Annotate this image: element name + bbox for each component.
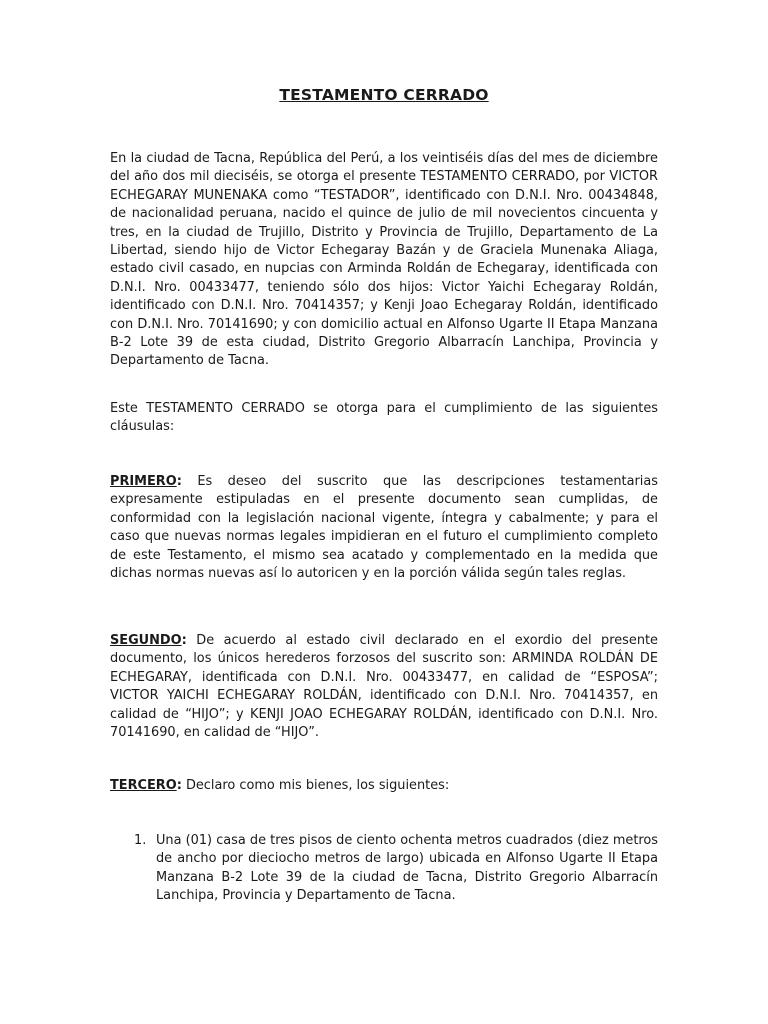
list-item xyxy=(110,832,658,906)
clause-tercero xyxy=(110,777,658,795)
clause-colon: : xyxy=(176,778,182,793)
list-item-number: 1. xyxy=(134,833,147,848)
clause-text: Es deseo del suscrito que las descripciones testamentarias expresamente estipuladas en el presente documento sean cumplidas, de conformidad con la legislación nacional vigente, íntegra y cabalmente; y para el caso que nuevas normas legales impidieran en el futuro el cumplimiento completo de este Testamento, el mismo sea acatado y complementado en la medida que dichas normas nuevas así lo autoricen y en la porción válida según tales reglas. xyxy=(110,474,658,582)
intro-paragraph: En la ciudad de Tacna, República del Perú, a los veintiséis días del mes de diciembre del año dos mil dieciséis, se otorga el presente TESTAMENTO CERRADO, por VICTOR ECHEGARAY MUNENAKA como “TESTADOR”, identificado con D.N.I. Nro. 00434848, de nacionalidad peruana, nacido el quince de julio de mil novecientos cincuenta y tres, en la ciudad de Trujillo, Distrito y Provincia de Trujillo, Departamento de La Libertad, siendo hijo de Victor Echegaray Bazán y de Graciela Munenaka Aliaga, estado civil casado, en nupcias con Arminda Roldán de Echegaray, identificada con D.N.I. Nro. 00433477, teniendo sólo dos hijos: Victor Yaichi Echegaray Roldán, identificado con D.N.I. Nro. 70414357; y Kenji Joao Echegaray Roldán, identificado con D.N.I. Nro. 70141690; y con domicilio actual en Alfonso Ugarte II Etapa Manzana B-2 Lote 39 de esta ciudad, Distrito Gregorio Albarracín Lanchipa, Provincia y Departamento de Tacna. xyxy=(110,151,658,369)
clause-primero xyxy=(110,473,658,583)
clause-colon: : xyxy=(181,633,187,648)
clause-colon: : xyxy=(176,474,182,489)
document-title: TESTAMENTO CERRADO xyxy=(279,86,489,104)
clause-label: SEGUNDO xyxy=(110,633,182,648)
purpose-paragraph: Este TESTAMENTO CERRADO se otorga para el cumplimiento de las siguientes cláusulas: xyxy=(110,401,658,435)
clause-text: De acuerdo al estado civil declarado en el exordio del presente documento, los únicos herederos forzosos del suscrito son: ARMINDA ROLDÁN DE ECHEGARAY, identificada con D.N.I. Nro. 00433477, en calidad de “ESPOSA”; VICTOR YAICHI ECHEGARAY ROLDÁN, identificado con D.N.I. Nro. 70414357, en calidad de “HIJO”; y KENJI JOAO ECHEGARAY ROLDÁN, identificado con D.N.I. Nro. 70141690, en calidad de “HIJO”. xyxy=(110,633,658,741)
clause-label: TERCERO xyxy=(110,778,177,793)
assets-list xyxy=(110,832,658,906)
clause-text: Declaro como mis bienes, los siguientes: xyxy=(181,778,450,793)
clause-label: PRIMERO xyxy=(110,474,177,489)
list-item-text: Una (01) casa de tres pisos de ciento ochenta metros cuadrados (diez metros de ancho por dieciocho metros de largo) ubicada en Alfonso Ugarte II Etapa Manzana B-2 Lote 39 de la ciudad de Tacna, Distrito Gregorio Albarracín Lanchipa, Provincia y Departamento de Tacna. xyxy=(156,833,658,904)
clause-segundo xyxy=(110,632,658,742)
